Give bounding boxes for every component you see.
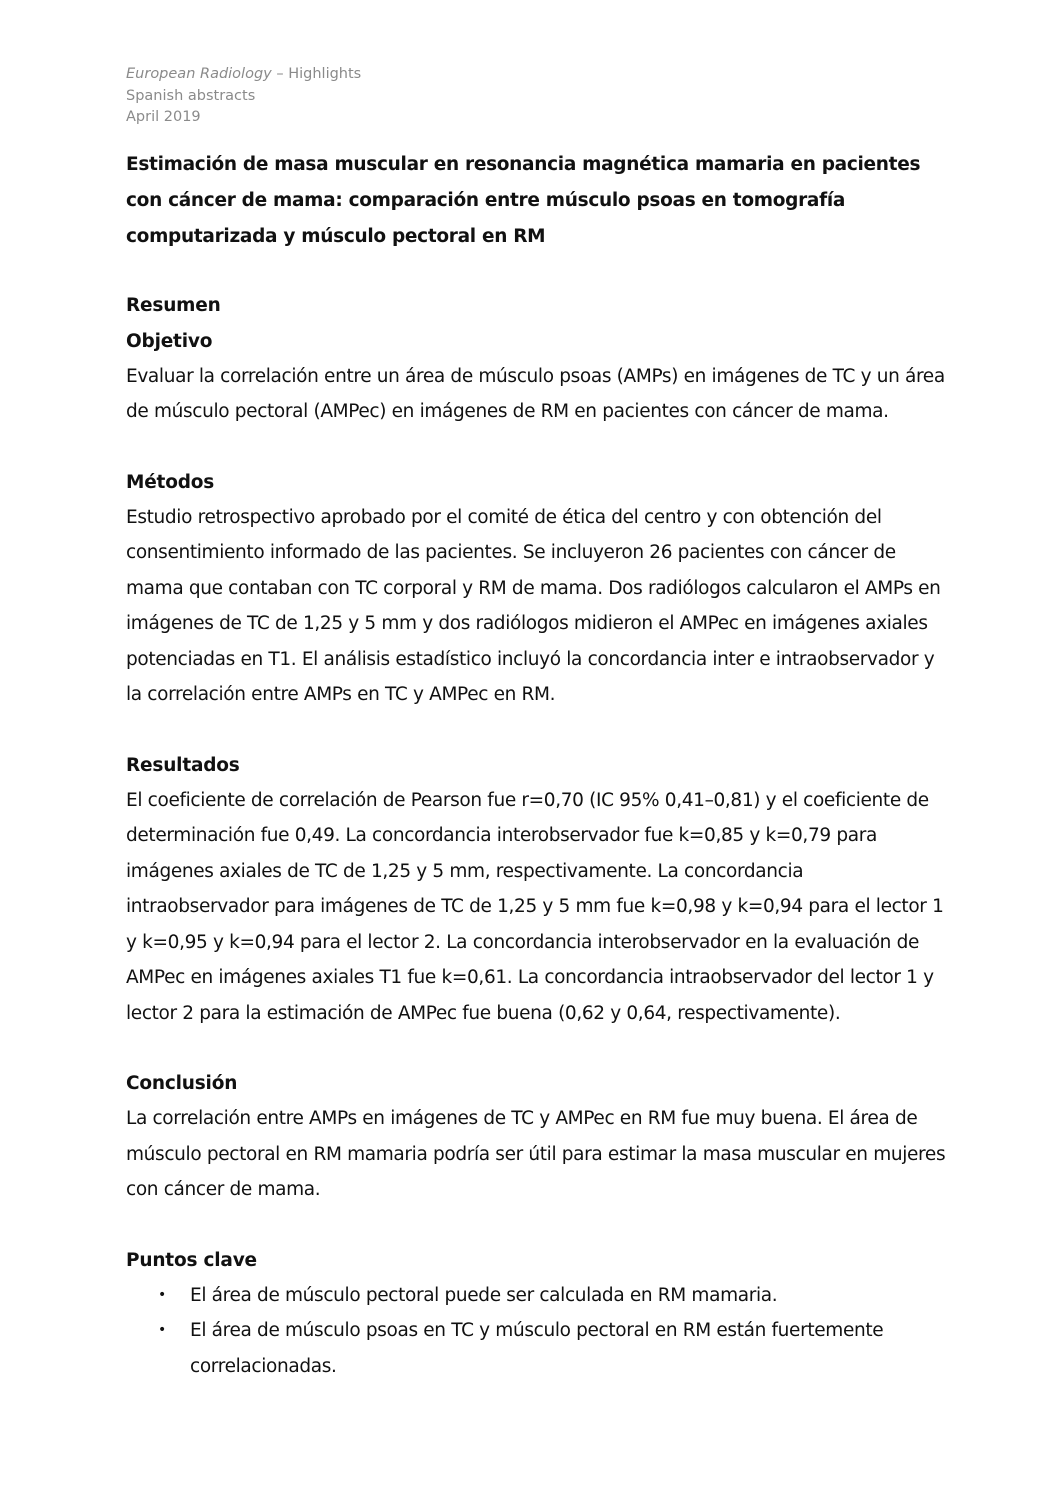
- key-point-text: El área de músculo psoas en TC y músculo pectoral en RM están fuertemente correlacionadas.: [190, 1320, 884, 1377]
- article-title: Estimación de masa muscular en resonancia magnética mamaria en pacientes con cáncer de mama: comparación entre músculo psoas en tomografía computarizada y músculo pectoral en RM: [126, 153, 921, 247]
- puntos-clave-section: [126, 1244, 946, 1385]
- resumen-heading: Resumen: [126, 294, 221, 316]
- bullet-icon: •: [158, 1322, 166, 1338]
- metodos-heading: Métodos: [126, 471, 215, 493]
- header-journal-line: [126, 64, 946, 86]
- metodos-text: Estudio retrospectivo aprobado por el comité de ética del centro y con obtención del consentimiento informado de las pacientes. Se incluyeron 26 pacientes con cáncer de mama que contaban con TC corporal y RM de mama. Dos radiólogos calcularon el AMPs en imágenes de TC de 1,25 y 5 mm y dos radiólogos midieron el AMPec en imágenes axiales potenciadas en T1. El análisis estadístico incluyó la concordancia inter e intraobservador y la correlación entre AMPs en TC y AMPec en RM.: [126, 506, 941, 705]
- key-point-text: El área de músculo pectoral puede ser calculada en RM mamaria.: [190, 1284, 778, 1306]
- document-content: [126, 64, 946, 1384]
- conclusion-heading: Conclusión: [126, 1073, 238, 1094]
- list-item: [126, 1278, 946, 1314]
- resultados-heading: Resultados: [126, 754, 240, 776]
- list-item: [126, 1313, 946, 1384]
- puntos-clave-heading: Puntos clave: [126, 1249, 257, 1271]
- conclusion-text: La correlación entre AMPs en imágenes de TC y AMPec en RM fue muy buena. El área de músculo pectoral en RM mamaria podría ser útil para estimar la masa muscular en mujeres con cáncer de mama.: [126, 1108, 946, 1200]
- journal-suffix: – Highlights: [271, 66, 362, 82]
- journal-name: European Radiology: [126, 66, 272, 82]
- objetivo-heading: Objetivo: [126, 330, 213, 352]
- resultados-section: [126, 749, 946, 1032]
- key-points-list: [126, 1278, 946, 1385]
- resultados-text: El coeficiente de correlación de Pearson fue r=0,70 (IC 95% 0,41–0,81) y el coeficiente de determinación fue 0,49. La concordancia interobservador fue k=0,85 y k=0,79 para imágenes axiales de TC de 1,25 y 5 mm, respectivamente. La concordancia intraobservador para imágenes de TC de 1,25 y 5 mm fue k=0,98 y k=0,94 para el lector 1 y k=0,95 y k=0,94 para el lector 2. La concordancia interobservador en la evaluación de AMPec en imágenes axiales T1 fue k=0,61. La concordancia intraobservador del lector 1 y lector 2 para la estimación de AMPec fue buena (0,62 y 0,64, respectivamente).: [126, 789, 944, 1024]
- bullet-icon: •: [158, 1286, 166, 1303]
- header-subtitle: Spanish abstracts: [126, 87, 256, 104]
- document-header: [126, 64, 946, 129]
- header-date: April 2019: [126, 109, 201, 125]
- metodos-section: [126, 466, 946, 713]
- conclusion-section: [126, 1067, 946, 1208]
- objetivo-text: Evaluar la correlación entre un área de músculo psoas (AMPs) en imágenes de TC y un área de músculo pectoral (AMPec) en imágenes de RM en pacientes con cáncer de mama.: [126, 365, 945, 422]
